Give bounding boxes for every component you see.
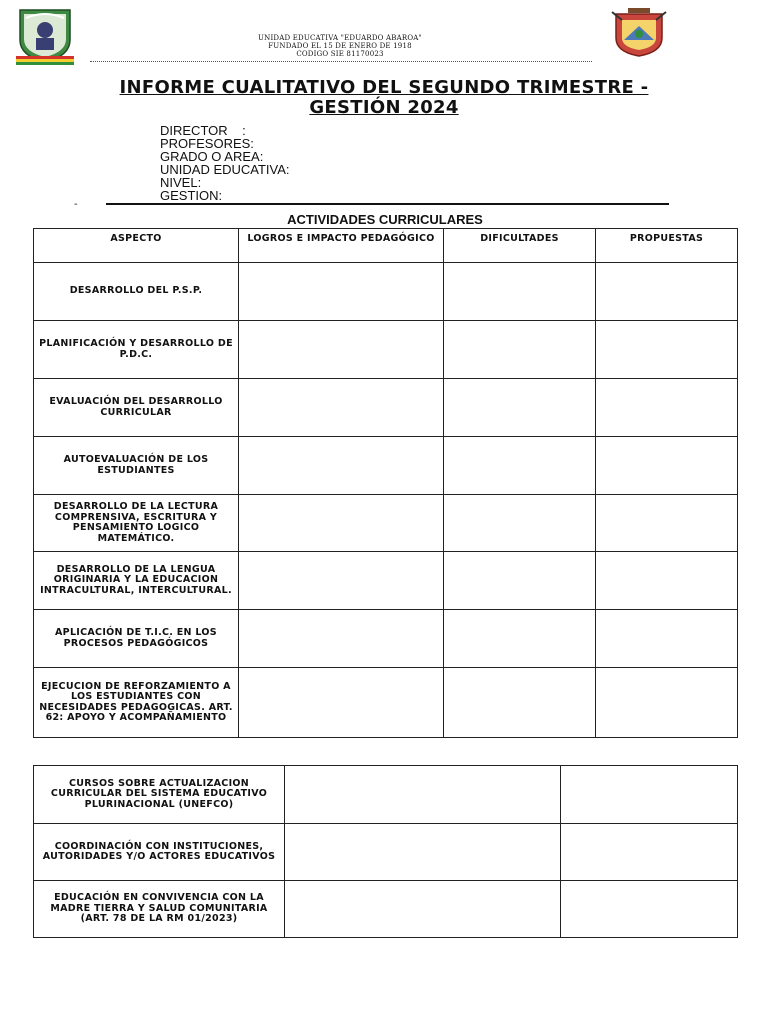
curricular-activities-table <box>33 228 738 738</box>
field-nivel: NIVEL: <box>160 175 202 190</box>
header-aspecto: ASPECTO <box>34 229 239 263</box>
aspect-cell: APLICACIÓN DE T.I.C. EN LOS PROCESOS PEDAGÓGICOS <box>34 610 239 668</box>
report-title-line-1: INFORME CUALITATIVO DEL SEGUNDO TRIMESTRE - <box>119 77 649 98</box>
section-rule <box>106 203 669 205</box>
propuestas-cell[interactable] <box>596 552 738 610</box>
response-cell[interactable] <box>285 881 561 938</box>
header-dificultades: DIFICULTADES <box>444 229 596 263</box>
logros-cell[interactable] <box>239 610 444 668</box>
propuestas-cell[interactable] <box>596 263 738 321</box>
header-logros: LOGROS E IMPACTO PEDAGÓGICO <box>239 229 444 263</box>
logros-cell[interactable] <box>239 379 444 437</box>
field-director: DIRECTOR : <box>160 123 246 138</box>
aspect-cell: PLANIFICACIÓN Y DESARROLLO DE P.D.C. <box>34 321 239 379</box>
institution-emblem-logo <box>610 8 668 58</box>
table-row <box>34 379 738 437</box>
logros-cell[interactable] <box>239 495 444 552</box>
additional-activities-table <box>33 765 738 938</box>
info-fields <box>160 124 290 202</box>
field-unidad-educativa: UNIDAD EDUCATIVA: <box>160 162 290 177</box>
field-grado-area: GRADO O AREA: <box>160 149 264 164</box>
response-cell[interactable] <box>561 824 738 881</box>
report-title <box>60 78 708 118</box>
aspect-cell: EVALUACIÓN DEL DESARROLLO CURRICULAR <box>34 379 239 437</box>
response-cell[interactable] <box>285 824 561 881</box>
propuestas-cell[interactable] <box>596 668 738 738</box>
table-row <box>34 437 738 495</box>
school-name: UNIDAD EDUCATIVA "EDUARDO ABAROA" <box>258 34 422 42</box>
propuestas-cell[interactable] <box>596 321 738 379</box>
header-propuestas: PROPUESTAS <box>596 229 738 263</box>
aspect-cell: COORDINACIÓN CON INSTITUCIONES, AUTORIDADES Y/O ACTORES EDUCATIVOS <box>34 824 285 881</box>
school-header <box>200 34 480 58</box>
logros-cell[interactable] <box>239 552 444 610</box>
header-divider <box>90 61 592 62</box>
propuestas-cell[interactable] <box>596 495 738 552</box>
dificultades-cell[interactable] <box>444 668 596 738</box>
propuestas-cell[interactable] <box>596 437 738 495</box>
dificultades-cell[interactable] <box>444 321 596 379</box>
aspect-cell: CURSOS SOBRE ACTUALIZACION CURRICULAR DEL SISTEMA EDUCATIVO PLURINACIONAL (UNEFCO) <box>34 766 285 824</box>
table-row <box>34 766 738 824</box>
logros-cell[interactable] <box>239 437 444 495</box>
sie-code: CODIGO SIE 81170023 <box>296 50 384 58</box>
table-row <box>34 668 738 738</box>
aspect-cell: DESARROLLO DE LA LENGUA ORIGINARIA Y LA EDUCACION INTRACULTURAL, INTERCULTURAL. <box>34 552 239 610</box>
propuestas-cell[interactable] <box>596 379 738 437</box>
aspect-cell: EJECUCION DE REFORZAMIENTO A LOS ESTUDIANTES CON NECESIDADES PEDAGOGICAS. ART. 62: APOYO Y ACOMPAÑAMIENTO <box>34 668 239 738</box>
table-row <box>34 881 738 938</box>
dificultades-cell[interactable] <box>444 379 596 437</box>
field-gestion: GESTION: <box>160 188 223 203</box>
founded-date: FUNDADO EL 15 DE ENERO DE 1918 <box>268 42 412 50</box>
aspect-cell: DESARROLLO DE LA LECTURA COMPRENSIVA, ESCRITURA Y PENSAMIENTO LOGICO MATEMÁTICO. <box>34 495 239 552</box>
dificultades-cell[interactable] <box>444 495 596 552</box>
dificultades-cell[interactable] <box>444 552 596 610</box>
margin-dash: - <box>74 199 78 210</box>
logros-cell[interactable] <box>239 321 444 379</box>
table-row <box>34 321 738 379</box>
dificultades-cell[interactable] <box>444 610 596 668</box>
table-row <box>34 552 738 610</box>
response-cell[interactable] <box>561 881 738 938</box>
dificultades-cell[interactable] <box>444 437 596 495</box>
response-cell[interactable] <box>285 766 561 824</box>
propuestas-cell[interactable] <box>596 610 738 668</box>
logros-cell[interactable] <box>239 668 444 738</box>
field-profesores: PROFESORES: <box>160 136 254 151</box>
aspect-cell: EDUCACIÓN EN CONVIVENCIA CON LA MADRE TIERRA Y SALUD COMUNITARIA (ART. 78 DE LA RM 01/2023) <box>34 881 285 938</box>
table-row <box>34 610 738 668</box>
aspect-cell: DESARROLLO DEL P.S.P. <box>34 263 239 321</box>
table-row <box>34 495 738 552</box>
dificultades-cell[interactable] <box>444 263 596 321</box>
response-cell[interactable] <box>561 766 738 824</box>
school-crest-logo <box>14 6 76 66</box>
logros-cell[interactable] <box>239 263 444 321</box>
table-header-row <box>34 229 738 263</box>
table-row <box>34 263 738 321</box>
report-title-line-2: GESTIÓN 2024 <box>309 97 459 118</box>
table-row <box>34 824 738 881</box>
section-title: ACTIVIDADES CURRICULARES <box>287 212 483 227</box>
aspect-cell: AUTOEVALUACIÓN DE LOS ESTUDIANTES <box>34 437 239 495</box>
